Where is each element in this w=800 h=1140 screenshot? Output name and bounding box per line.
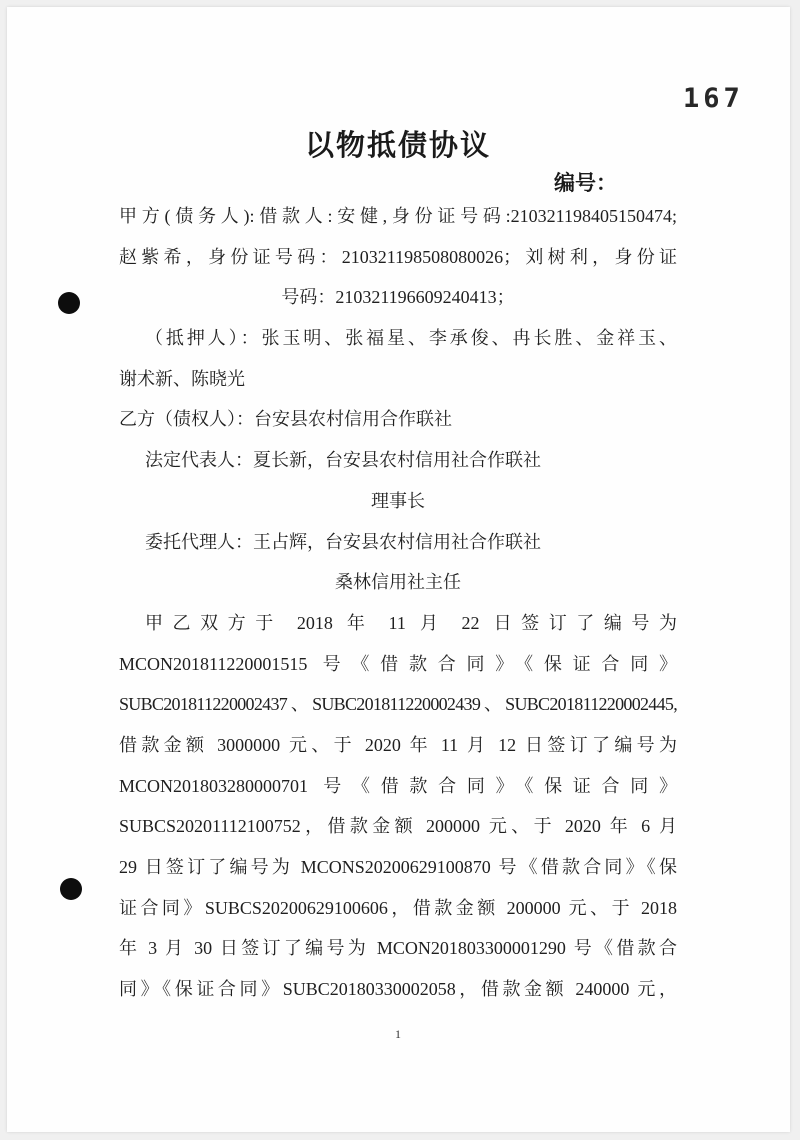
document-line: 甲方(债务人):借款人:安健,身份证号码:210321198405150474;: [119, 206, 677, 226]
document-line: 年 3 月 30 日签订了编号为 MCON201803300001290 号《借款合: [119, 938, 677, 959]
document-line: MCON201803280000701 号《借款合同》《保证合同》: [119, 775, 677, 796]
document-line: 谢术新、陈晓光: [119, 368, 245, 389]
archive-page-number: 167: [683, 83, 744, 114]
document-line: 赵紫希，身份证号码：210321198508080026；刘树利，身份证: [119, 246, 677, 267]
document-line: SUBC201811220002437、SUBC201811220002439、SUBC201811220002445,: [119, 694, 677, 715]
document-body: [119, 196, 677, 1010]
document-title: 以物抵债协议: [304, 130, 491, 162]
hole-punch-mark: [58, 292, 80, 314]
document-line: 证合同》SUBCS20200629100606，借款金额 200000 元、于 2018: [119, 897, 677, 918]
document-line: 委托代理人：王占辉，台安县农村信用社合作联社: [145, 531, 541, 552]
document-line: SUBCS20201112100752，借款金额 200000 元、于 2020 年 6 月: [119, 816, 677, 837]
document-line: 借款金额 3000000 元、于 2020 年 11 月 12 日签订了编号为: [119, 734, 677, 755]
document-line: 甲乙双方于 2018 年 11 月 22 日签订了编号为: [145, 612, 677, 633]
footer-page-number: 1: [395, 1027, 401, 1041]
hole-punch-mark: [60, 878, 82, 900]
document-line: 理事长: [371, 490, 425, 511]
document-line: MCON201811220001515 号《借款合同》《保证合同》: [119, 653, 677, 674]
document-line: 乙方（债权人）：台安县农村信用合作联社: [119, 409, 452, 430]
document-line: 同》《保证合同》SUBC20180330002058，借款金额 240000 元，: [119, 979, 677, 1000]
document-line: 法定代表人：夏长新，台安县农村信用社合作联社: [145, 450, 541, 471]
document-line: （抵押人）：张玉明、张福星、李承俊、冉长胜、金祥玉、: [145, 328, 677, 349]
document-line: 桑林信用社主任: [335, 572, 461, 593]
serial-number-label: 编号：: [554, 172, 617, 195]
document-line: 号码：210321196609240413；: [281, 287, 515, 308]
document-line: 29 日签订了编号为 MCONS20200629100870 号《借款合同》《保: [119, 857, 677, 877]
document-page: [7, 7, 790, 1132]
